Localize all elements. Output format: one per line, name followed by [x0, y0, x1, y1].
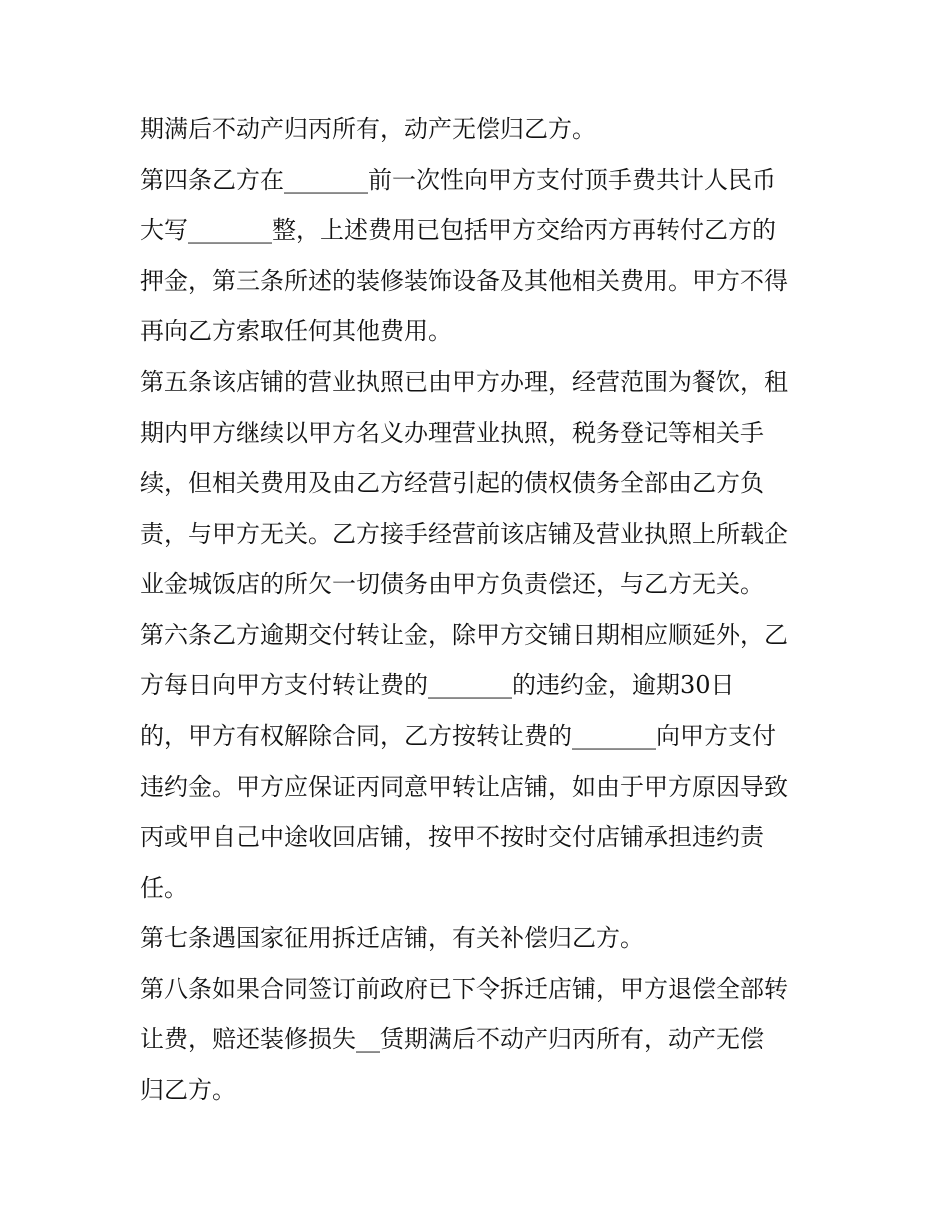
text-line-17: 第七条遇国家征用拆迁店铺，有关补偿归乙方。 [140, 924, 644, 952]
text-line-1: 期满后不动产归丙所有，动产无偿归乙方。 [140, 115, 596, 143]
text-line-20: 归乙方。 [140, 1076, 236, 1104]
text-line-9: 责，与甲方无关。乙方接手经营前该店铺及营业执照上所载企 [140, 520, 788, 548]
text-line-12: 方每日向甲方支付转让费的_______的违约金，逾期30日 [140, 671, 735, 699]
text-line-14: 违约金。甲方应保证丙同意甲转让店铺，如由于甲方原因导致 [140, 773, 788, 801]
text-line-16: 任。 [140, 874, 188, 902]
text-line-10: 业金城饭店的所欠一切债务由甲方负责偿还，与乙方无关。 [140, 570, 764, 598]
text-line-13: 的，甲方有权解除合同，乙方按转让费的_______向甲方支付 [140, 722, 776, 750]
text-line-19: 让费，赔还装修损失__赁期满后不动产归丙所有，动产无偿 [140, 1025, 764, 1053]
text-line-6: 第五条该店铺的营业执照已由甲方办理，经营范围为餐饮，租 [140, 368, 788, 396]
text-line-15: 丙或甲自己中途收回店铺，按甲不按时交付店铺承担违约责 [140, 823, 764, 851]
text-line-3: 大写_______整，上述费用已包括甲方交给丙方再转付乙方的 [140, 216, 776, 244]
text-line-18: 第八条如果合同签订前政府已下令拆迁店铺，甲方退偿全部转 [140, 975, 788, 1003]
text-line-8: 续，但相关费用及由乙方经营引起的债权债务全部由乙方负 [140, 469, 764, 497]
text-line-4: 押金，第三条所述的装修装饰设备及其他相关费用。甲方不得 [140, 267, 788, 295]
text-line-11: 第六条乙方逾期交付转让金，除甲方交铺日期相应顺延外，乙 [140, 621, 788, 649]
text-line-7: 期内甲方继续以甲方名义办理营业执照，税务登记等相关手 [140, 419, 764, 447]
text-line-2: 第四条乙方在_______前一次性向甲方支付顶手费共计人民币 [140, 166, 776, 194]
text-line-5: 再向乙方索取任何其他费用。 [140, 317, 452, 345]
